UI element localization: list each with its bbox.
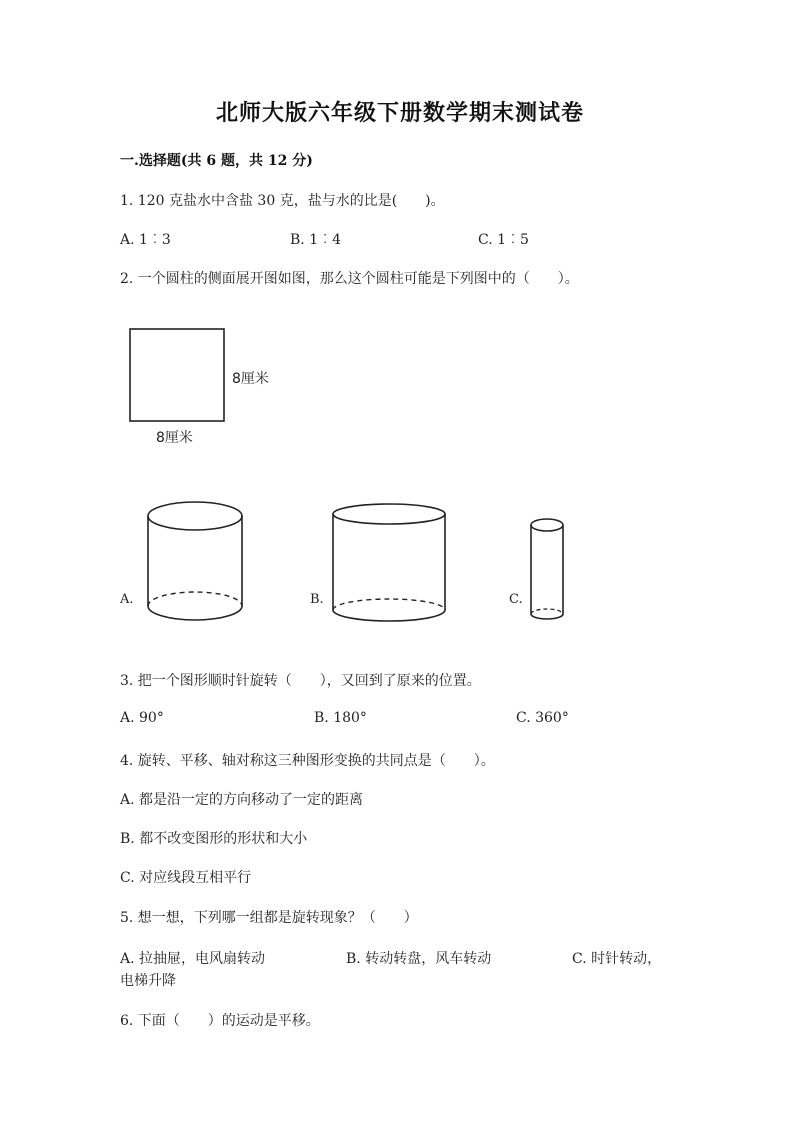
question-3-option-a: A. 90° [120,710,164,726]
question-2-option-a-label: A. [120,592,134,607]
question-3-option-b: B. 180° [314,710,367,726]
page-title: 北师大版六年级下册数学期末测试卷 [215,100,584,126]
question-1-option-c: C. 1︰5 [478,232,529,248]
question-2-option-b-label: B. [310,592,324,607]
question-4-option-c: C. 对应线段互相平行 [120,870,252,886]
question-2-text: 2. 一个圆柱的侧面展开图如图，那么这个圆柱可能是下列图中的（ ）。 [120,271,579,287]
cylinder-b [331,502,447,624]
lateral-surface-square [129,328,225,422]
section-heading: 一.选择题(共 6 题，共 12 分) [120,153,313,169]
question-4-option-a: A. 都是沿一定的方向移动了一定的距离 [120,792,364,808]
square-height-label: 8厘米 [232,371,269,387]
question-3-option-c: C. 360° [516,710,569,726]
question-4-text: 4. 旋转、平移、轴对称这三种图形变换的共同点是（ ）。 [120,753,495,769]
question-5-option-c: C. 时针转动， [572,951,662,967]
question-1-option-b: B. 1︰4 [290,232,342,248]
cylinder-c [529,516,565,624]
question-5-option-c-continued: 电梯升降 [120,973,176,989]
cylinder-a [146,500,244,626]
question-5-option-b: B. 转动转盘，风车转动 [346,951,492,967]
square-width-label: 8厘米 [156,430,193,446]
question-4-option-b: B. 都不改变图形的形状和大小 [120,831,308,847]
question-1-option-a: A. 1︰3 [120,232,171,248]
question-5-option-a: A. 拉抽屉，电风扇转动 [120,951,266,967]
question-6-text: 6. 下面（ ）的运动是平移。 [120,1013,320,1029]
question-2-option-c-label: C. [509,592,523,607]
question-3-text: 3. 把一个图形顺时针旋转（ ），又回到了原来的位置。 [120,673,481,689]
question-1-text: 1. 120 克盐水中含盐 30 克，盐与水的比是( )。 [120,193,445,209]
question-5-text: 5. 想一想，下列哪一组都是旋转现象？（ ） [120,910,418,926]
